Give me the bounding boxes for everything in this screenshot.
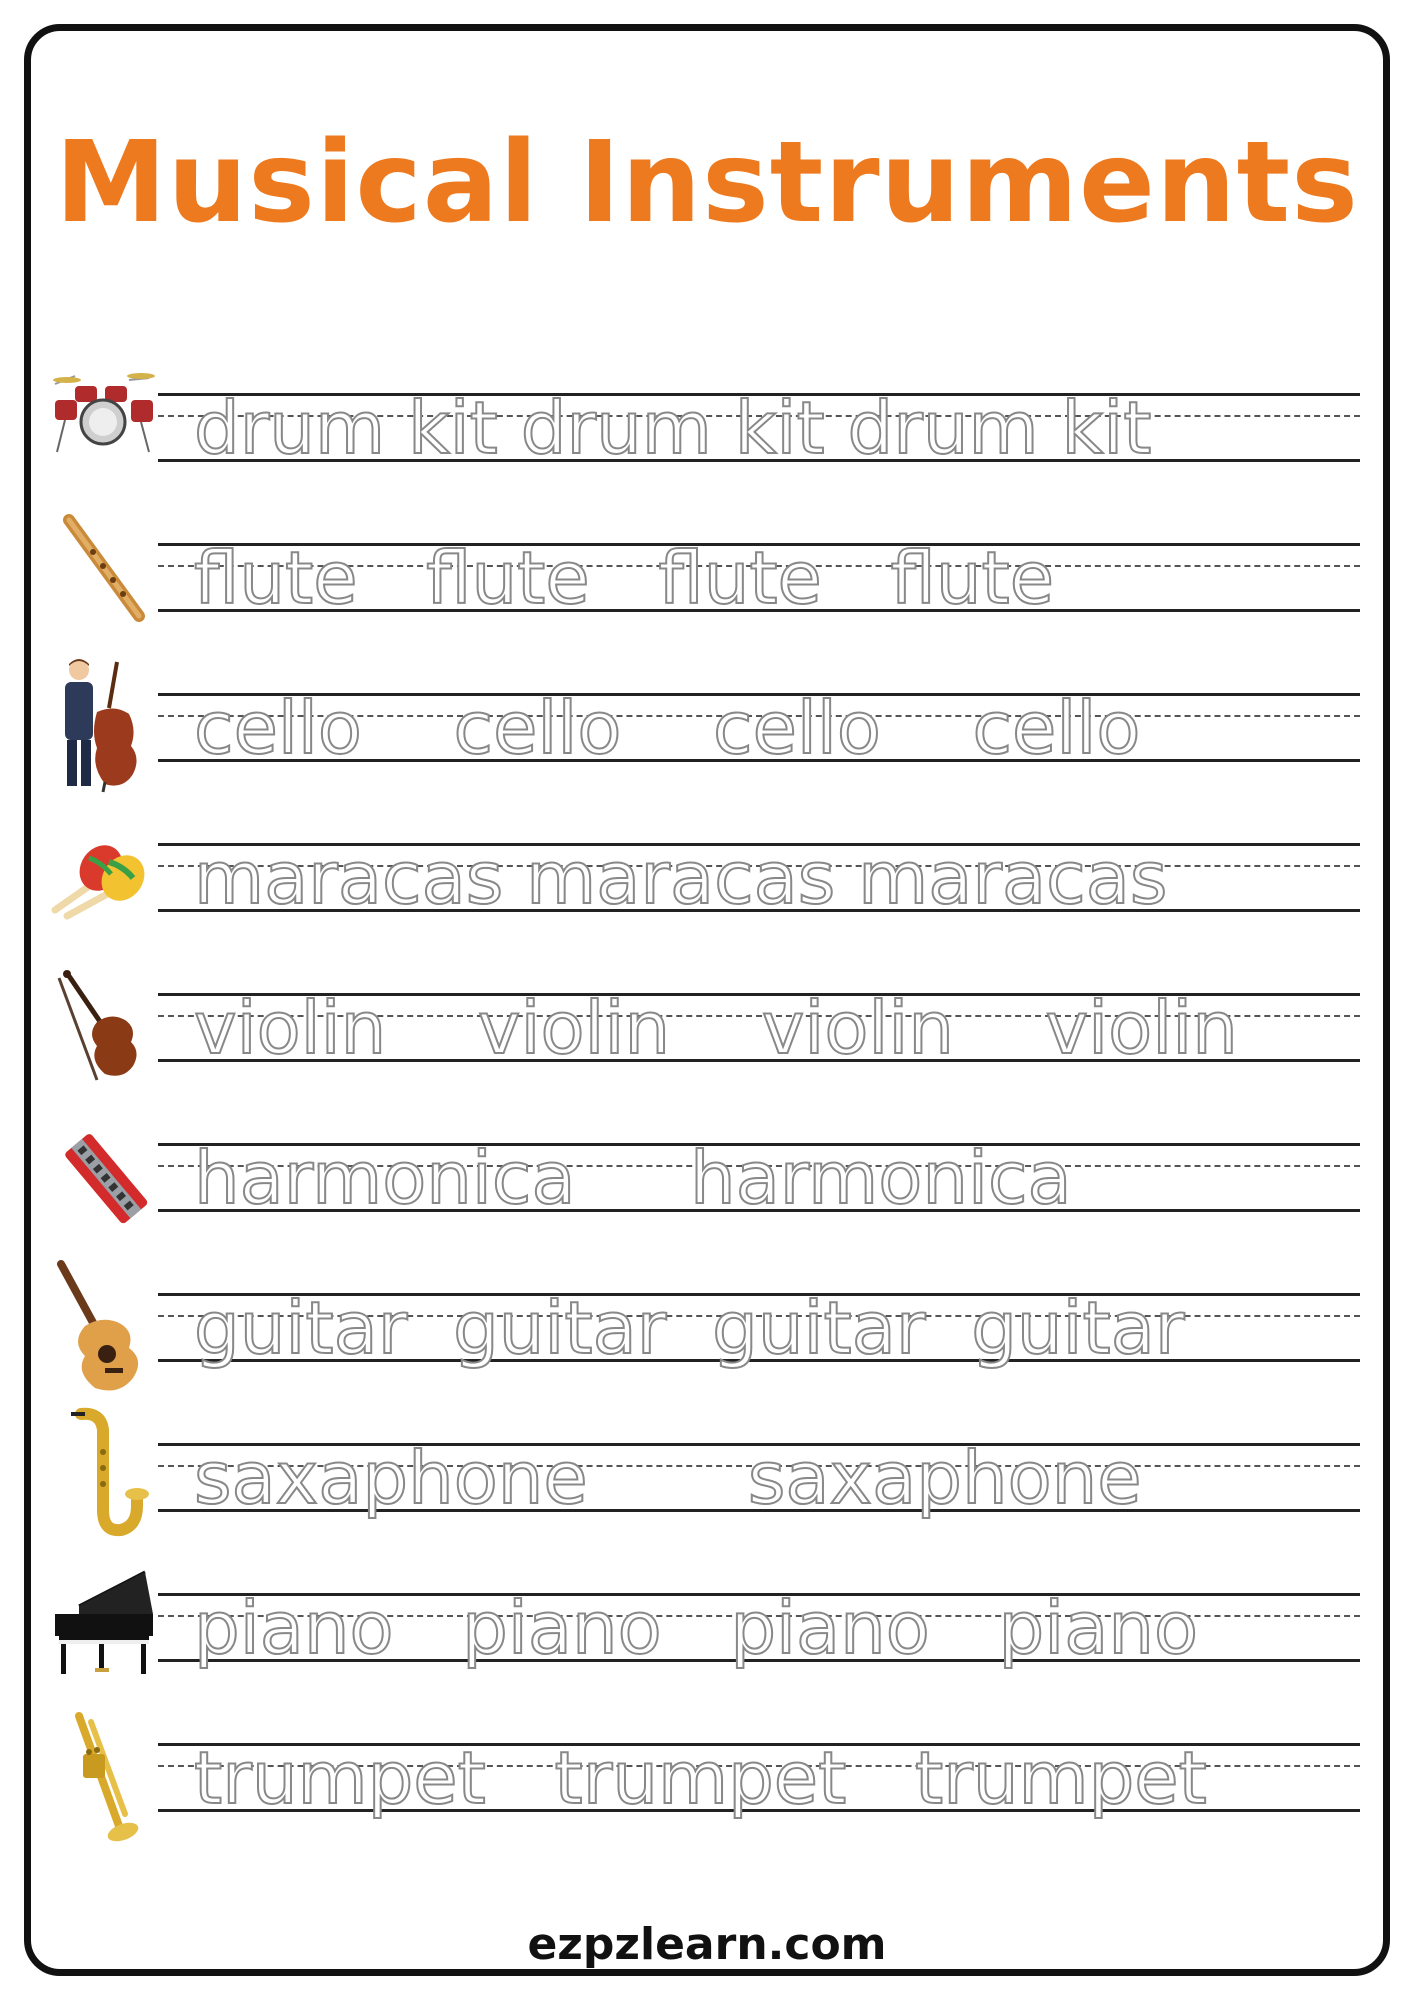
tracing-text: harmonica harmonica (194, 1136, 1072, 1220)
tracing-text: piano piano piano piano (194, 1586, 1199, 1670)
flute-icon (45, 506, 161, 646)
footer-website: ezpzlearn.com (527, 1919, 887, 1970)
tracing-text: trumpet trumpet trumpet (194, 1736, 1207, 1820)
trumpet-icon (45, 1706, 161, 1846)
guitar-icon (45, 1256, 161, 1396)
writing-lines (158, 386, 1360, 470)
writing-lines (158, 686, 1360, 770)
writing-lines (158, 986, 1360, 1070)
writing-lines (158, 1436, 1360, 1520)
page-title: Musical Instruments (55, 118, 1359, 248)
tracing-text: drum kit drum kit drum kit (194, 386, 1152, 470)
tracing-text: maracas maracas maracas (194, 836, 1168, 920)
piano-icon (45, 1556, 161, 1696)
tracing-row-piano (31, 1551, 1397, 1701)
cello-player-icon (45, 656, 161, 796)
drum-kit-icon (45, 356, 161, 496)
tracing-text: guitar guitar guitar guitar (194, 1286, 1185, 1370)
harmonica-icon (45, 1106, 161, 1246)
violin-icon (45, 956, 161, 1096)
writing-lines (158, 836, 1360, 920)
worksheet-page (24, 24, 1390, 1976)
tracing-row-violin (31, 951, 1397, 1101)
tracing-row-flute (31, 501, 1397, 651)
writing-lines (158, 1736, 1360, 1820)
tracing-text: saxaphone saxaphone (194, 1436, 1142, 1520)
tracing-row-drum-kit (31, 351, 1397, 501)
writing-lines (158, 1136, 1360, 1220)
tracing-text: cello cello cello cello (194, 686, 1141, 770)
tracing-row-maracas (31, 801, 1397, 951)
writing-lines (158, 1586, 1360, 1670)
maracas-icon (45, 806, 161, 946)
writing-lines (158, 536, 1360, 620)
tracing-row-trumpet (31, 1701, 1397, 1851)
writing-lines (158, 1286, 1360, 1370)
tracing-text: flute flute flute flute (194, 536, 1055, 620)
tracing-row-cello (31, 651, 1397, 801)
tracing-text: violin violin violin violin (194, 986, 1238, 1070)
tracing-row-guitar (31, 1251, 1397, 1401)
tracing-row-harmonica (31, 1101, 1397, 1251)
tracing-row-saxophone (31, 1401, 1397, 1551)
saxophone-icon (45, 1406, 161, 1546)
